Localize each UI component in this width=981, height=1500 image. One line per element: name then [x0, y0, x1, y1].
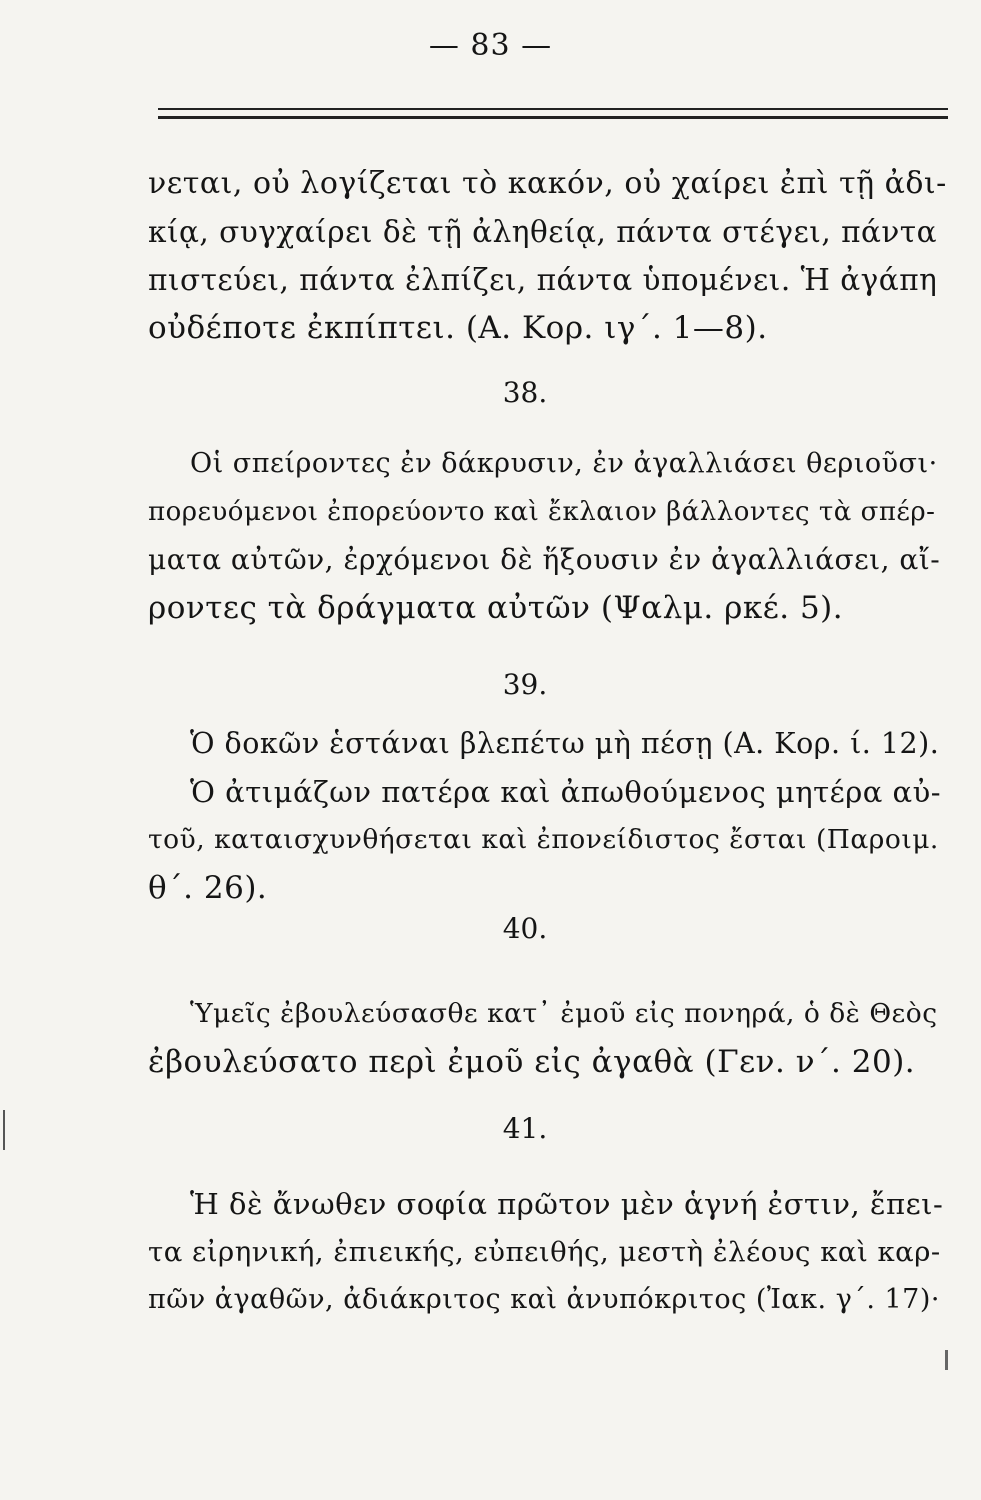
text-line: ματα αὐτῶν, ἐρχόμενοι δὲ ἥξουσιν ἐν ἀγαλλιάσει, αἴ-	[148, 543, 941, 576]
verse-number-41: 41.	[502, 1112, 548, 1145]
header-rule-bottom	[158, 116, 948, 119]
text-line: πῶν ἀγαθῶν, ἀδιάκριτος καὶ ἀνυπόκριτος (Ἰακ. γ΄. 17)·	[148, 1284, 940, 1315]
text-line: πορευόμενοι ἐπορεύοντο καὶ ἔκλαιον βάλλοντες τὰ σπέρ-	[148, 497, 936, 527]
text-line: θ΄. 26).	[148, 870, 268, 906]
verse-number-38: 38.	[502, 376, 548, 409]
text-line: πιστεύει, πάντα ἐλπίζει, πάντα ὑπομένει. Ἡ ἀγάπη	[148, 263, 938, 297]
text-line: Ὁ δοκῶν ἑστάναι βλεπέτω μὴ πέσῃ (Α. Κορ. ί. 12).	[190, 727, 940, 760]
text-line: κίᾳ, συγχαίρει δὲ τῇ ἀληθείᾳ, πάντα στέγει, πάντα	[148, 215, 938, 249]
text-line: τα εἰρηνική, ἐπιεικής, εὐπειθής, μεστὴ ἐλέους καὶ καρ-	[148, 1236, 941, 1268]
passage-40	[148, 990, 948, 1086]
text-line: τοῦ, καταισχυνθήσεται καὶ ἐπονείδιστος ἔσται (Παροιμ.	[148, 824, 939, 855]
header-rule-top	[158, 108, 948, 110]
verse-number-39: 39.	[502, 668, 548, 701]
verse-number-40: 40.	[502, 912, 548, 945]
scan-edge-mark	[945, 1350, 948, 1370]
passage-38	[148, 440, 948, 632]
passage-41	[148, 1180, 948, 1324]
text-line: Ὁ ἀτιμάζων πατέρα καὶ ἀπωθούμενος μητέρα αὐ-	[190, 775, 942, 809]
passage-continuation	[148, 160, 948, 352]
text-line: Ἡ δὲ ἄνωθεν σοφία πρῶτον μὲν ἁγνή ἐστιν, ἔπει-	[190, 1187, 944, 1221]
passage-39	[148, 720, 948, 912]
scan-edge-mark	[3, 1110, 5, 1150]
text-line: οὐδέποτε ἐκπίπτει. (Α. Κορ. ιγ΄. 1—8).	[148, 310, 768, 346]
text-line: ροντες τὰ δράγματα αὐτῶν (Ψαλμ. ρκέ. 5).	[148, 590, 844, 626]
text-line: ἐβουλεύσατο περὶ ἐμοῦ εἰς ἀγαθὰ (Γεν. ν΄. 20).	[148, 1044, 916, 1080]
page-number: — 83 —	[428, 28, 553, 63]
text-line: Οἱ σπείροντες ἐν δάκρυσιν, ἐν ἀγαλλιάσει θεριοῦσι·	[190, 448, 938, 479]
text-line: Ὑμεῖς ἐβουλεύσασθε κατ᾽ ἐμοῦ εἰς πονηρά, ὁ δὲ Θεὸς	[190, 998, 938, 1029]
text-line: νεται, οὐ λογίζεται τὸ κακόν, οὐ χαίρει ἐπὶ τῇ ἀδι-	[148, 166, 947, 201]
